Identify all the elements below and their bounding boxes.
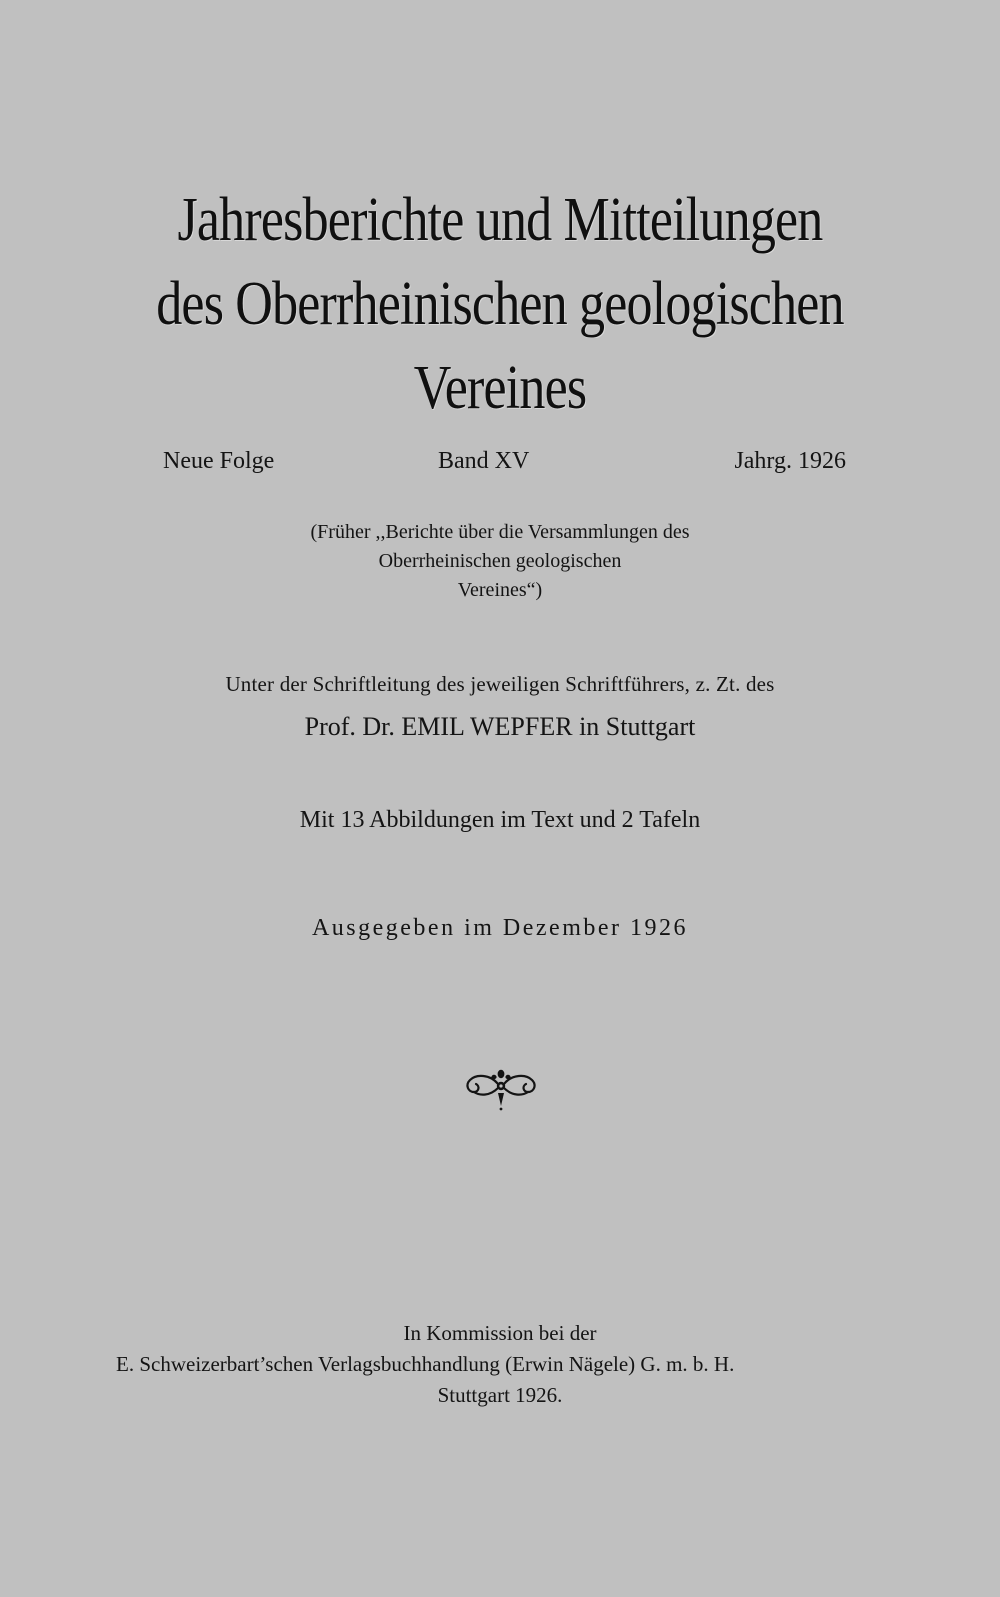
main-title — [0, 178, 1000, 430]
title-line-2: des Oberrheinischen geologischen — [156, 270, 844, 338]
publisher-line-2: E. Schweizerbart’schen Verlagsbuchhandlung (Erwin Nägele) G. m. b. H. — [116, 1352, 735, 1376]
year-label: Jahrg. 1926 — [734, 448, 846, 474]
editorship-intro: Unter der Schriftleitung des jeweiligen Schriftführers, z. Zt. des — [225, 672, 775, 696]
publisher-block — [0, 1318, 1000, 1411]
editor-name: Prof. Dr. EMIL WEPFER in Stuttgart — [304, 712, 696, 741]
figures-note: Mit 13 Abbildungen im Text und 2 Tafeln — [299, 807, 701, 833]
former-title-line-1: (Früher ,,Berichte über die Versammlungen des — [310, 521, 690, 543]
title-line-3: Vereines — [413, 354, 587, 422]
publisher-line-3: Stuttgart 1926. — [437, 1383, 563, 1407]
publisher-line-1: In Kommission bei der — [403, 1321, 597, 1345]
former-title-line-2: Oberrheinischen geologischen — [378, 550, 622, 572]
series-info-row — [160, 448, 846, 478]
title-line-1: Jahresberichte und Mitteilungen — [177, 186, 823, 254]
former-title-note — [0, 518, 1000, 605]
former-title-line-3: Vereines“) — [457, 579, 543, 601]
volume-label: Band XV — [438, 448, 530, 474]
series-label: Neue Folge — [163, 448, 275, 474]
issue-date: Ausgegeben im Dezember 1926 — [311, 915, 689, 941]
scroll-ornament-icon — [462, 1068, 540, 1116]
